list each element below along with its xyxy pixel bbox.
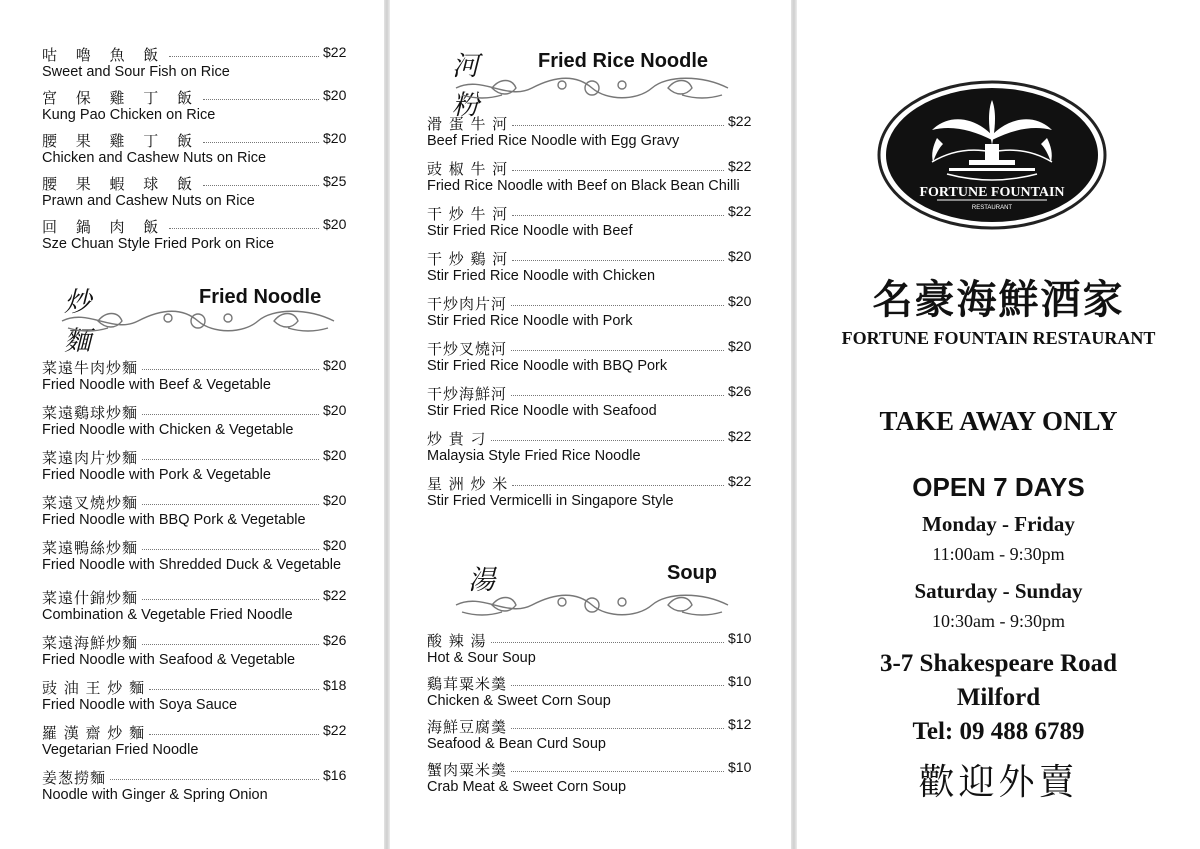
menu-item-header [427,338,760,360]
address-line-1: 3-7 Shakespeare Road [879,650,1118,677]
menu-item-header [427,630,760,652]
menu-item-price: $20 [323,402,347,418]
menu-item-english: Fried Noodle with Pork & Vegetable [42,467,271,483]
section-title-zh: 河粉 [452,51,479,121]
menu-item-chinese: 蟹肉粟米羹 [427,761,508,779]
menu-item-header [42,357,355,379]
restaurant-chinese-name: 名豪海鮮酒家 [872,276,1125,323]
menu-item-price: $25 [323,173,347,189]
menu-item-chinese: 菜遠牛肉炒麵 [42,359,139,377]
menu-item-price: $20 [323,357,347,373]
weekday-label: Monday - Friday [922,512,1075,536]
menu-item-price: $10 [728,759,752,775]
menu-item-chinese: 鷄茸粟米羹 [427,675,508,693]
menu-item-chinese: 姜葱撈麵 [42,769,107,787]
menu-item [42,492,355,528]
menu-item-english: Chicken and Cashew Nuts on Rice [42,150,267,166]
dotted-leader [149,734,319,735]
menu-item-chinese: 菜遠什錦炒麵 [42,589,139,607]
menu-item-chinese: 豉 椒 牛 河 [427,160,509,178]
weekend-label: Saturday - Sunday [914,579,1083,603]
menu-item-english: Sze Chuan Style Fried Pork on Rice [42,236,275,252]
menu-item-header [42,216,355,238]
menu-item-chinese: 炒 貴 刁 [427,430,487,448]
menu-item [427,428,760,464]
restaurant-english-name: FORTUNE FOUNTAIN RESTAURANT [841,328,1156,348]
section-title-en: Soup [667,562,717,584]
dotted-leader [142,599,319,600]
dotted-leader [142,644,319,645]
menu-item [427,338,760,374]
menu-item-english: Stir Fried Rice Noodle with Chicken [427,268,656,284]
menu-item-header [427,759,760,781]
menu-item-english: Stir Fried Rice Noodle with Seafood [427,403,657,419]
menu-item-price: $10 [728,630,752,646]
menu-item [42,537,355,573]
menu-item-price: $20 [728,248,752,264]
menu-item [42,130,355,166]
menu-item-english: Kung Pao Chicken on Rice [42,107,216,123]
phone-number: Tel: 09 488 6789 [912,718,1085,745]
menu-item-price: $10 [728,673,752,689]
menu-item-price: $20 [323,87,347,103]
menu-item-english: Beef Fried Rice Noodle with Egg Gravy [427,133,680,149]
address-line-2: Milford [956,684,1041,711]
menu-item [42,587,355,623]
menu-item [427,158,760,194]
menu-item-price: $20 [323,130,347,146]
menu-item-english: Fried Noodle with Chicken & Vegetable [42,422,294,438]
dotted-leader [512,215,724,216]
open-days: OPEN 7 DAYS [912,472,1085,502]
menu-item-chinese: 菜遠肉片炒麵 [42,449,139,467]
menu-item [42,173,355,209]
menu-item [42,44,355,80]
menu-item-english: Fried Rice Noodle with Beef on Black Bean Chilli [427,178,740,194]
menu-item-price: $22 [323,44,347,60]
dotted-leader [511,350,724,351]
menu-item [42,447,355,483]
ornament-divider-icon [452,73,732,103]
menu-item-chinese: 干炒海鮮河 [427,385,508,403]
menu-item-english: Fried Noodle with Shredded Duck & Vegetable [42,557,342,573]
menu-item-price: $22 [323,722,347,738]
dotted-leader [511,395,724,396]
menu-item-price: $20 [323,492,347,508]
menu-item-english: Seafood & Bean Curd Soup [427,736,606,752]
menu-item-chinese: 干 炒 牛 河 [427,205,509,223]
menu-item-chinese: 干炒叉燒河 [427,340,508,358]
menu-item [42,87,355,123]
dotted-leader [512,260,724,261]
menu-item-chinese: 咕 嚕 魚 飯 [42,46,166,64]
weekday-hours: 11:00am - 9:30pm [932,544,1065,564]
menu-item-english: Combination & Vegetable Fried Noodle [42,607,293,623]
logo-text: FORTUNE FOUNTAIN [919,185,1065,200]
menu-item-header [42,130,355,152]
dotted-leader [142,369,319,370]
menu-item-chinese: 羅 漢 齋 炒 麵 [42,724,146,742]
dotted-leader [203,99,319,100]
ornament-divider-icon [452,590,732,620]
dotted-leader [491,642,724,643]
menu-item-header [42,87,355,109]
dotted-leader [512,170,724,171]
menu-item-chinese: 豉 油 王 炒 麵 [42,679,146,697]
menu-item [427,248,760,284]
menu-item-header [42,722,355,744]
menu-item-chinese: 干炒肉片河 [427,295,508,313]
menu-item [427,293,760,329]
menu-item-chinese: 宮 保 雞 丁 飯 [42,89,200,107]
menu-item-price: $20 [728,293,752,309]
menu-item-english: Crab Meat & Sweet Corn Soup [427,779,627,795]
menu-item-english: Stir Fried Vermicelli in Singapore Style [427,493,674,509]
menu-item [42,632,355,668]
dotted-leader [203,142,319,143]
dotted-leader [491,440,724,441]
menu-item-english: Malaysia Style Fried Rice Noodle [427,448,641,464]
section-title-zh: 炒麵 [64,287,91,357]
menu-item-header [42,677,355,699]
menu-item-header [42,632,355,654]
menu-item-price: $20 [323,216,347,232]
menu-item [42,357,355,393]
dotted-leader [142,459,319,460]
menu-item-price: $26 [323,632,347,648]
menu-item-price: $20 [728,338,752,354]
menu-item-chinese: 干 炒 鷄 河 [427,250,509,268]
ornament-divider-icon [58,306,338,336]
menu-item [427,673,760,709]
menu-item-english: Stir Fried Rice Noodle with Beef [427,223,633,239]
menu-item [42,677,355,713]
menu-item-header [427,293,760,315]
welcome-takeaway-text: 歡迎外賣 [918,762,1079,803]
menu-item-header [427,113,760,135]
menu-item [427,473,760,509]
dotted-leader [110,779,319,780]
dotted-leader [203,185,319,186]
menu-item-price: $22 [728,428,752,444]
menu-item [427,383,760,419]
menu-item-price: $26 [728,383,752,399]
menu-item [42,767,355,803]
menu-item [42,216,355,252]
menu-item-price: $22 [728,113,752,129]
dotted-leader [169,228,319,229]
dotted-leader [169,56,319,57]
menu-item-price: $22 [728,158,752,174]
logo-subtext: RESTAURANT [971,205,1013,211]
menu-item-price: $20 [323,537,347,553]
menu-item-english: Stir Fried Rice Noodle with BBQ Pork [427,358,668,374]
section-title-en: Fried Noodle [199,286,322,308]
menu-item-price: $22 [728,473,752,489]
dotted-leader [142,549,319,550]
dotted-leader [511,685,724,686]
menu-item [427,203,760,239]
restaurant-logo [877,80,1107,230]
dotted-leader [512,485,724,486]
menu-item-price: $12 [728,716,752,732]
menu-item [427,113,760,149]
menu-item-price: $20 [323,447,347,463]
menu-item-chinese: 酸 辣 湯 [427,632,487,650]
menu-item [427,716,760,752]
dotted-leader [511,305,724,306]
menu-item-header [42,537,355,559]
menu-item-header [42,492,355,514]
menu-item-english: Sweet and Sour Fish on Rice [42,64,230,80]
menu-item-header [42,767,355,789]
dotted-leader [149,689,319,690]
menu-item-english: Chicken & Sweet Corn Soup [427,693,611,709]
menu-item-header [427,158,760,180]
menu-item [427,759,760,795]
menu-item-header [42,587,355,609]
menu-item-english: Hot & Sour Soup [427,650,536,666]
menu-item-header [427,716,760,738]
menu-item-chinese: 腰 果 蝦 球 飯 [42,175,200,193]
menu-item-header [427,383,760,405]
menu-item-header [427,428,760,450]
menu-item-english: Vegetarian Fried Noodle [42,742,199,758]
menu-item-chinese: 腰 果 雞 丁 飯 [42,132,200,150]
menu-item-english: Fried Noodle with Seafood & Vegetable [42,652,296,668]
menu-item-header [42,44,355,66]
menu-item-header [427,203,760,225]
menu-item-english: Fried Noodle with Soya Sauce [42,697,238,713]
menu-item-english: Noodle with Ginger & Spring Onion [42,787,268,803]
section-title-zh: 湯 [468,565,495,596]
menu-item-english: Fried Noodle with BBQ Pork & Vegetable [42,512,306,528]
dotted-leader [511,728,724,729]
menu-item-chinese: 菜遠叉燒炒麵 [42,494,139,512]
take-away-notice: TAKE AWAY ONLY [879,406,1118,436]
menu-item [42,722,355,758]
dotted-leader [512,125,724,126]
menu-item-header [427,248,760,270]
menu-item-price: $22 [323,587,347,603]
menu-item-english: Fried Noodle with Beef & Vegetable [42,377,271,393]
menu-item-chinese: 菜遠鷄球炒麵 [42,404,139,422]
dotted-leader [142,414,319,415]
dotted-leader [142,504,319,505]
dotted-leader [511,771,724,772]
menu-item [427,630,760,666]
menu-item-price: $16 [323,767,347,783]
menu-item-english: Stir Fried Rice Noodle with Pork [427,313,633,329]
menu-item-chinese: 滑 蛋 牛 河 [427,115,509,133]
menu-item [42,402,355,438]
section-title-en: Fried Rice Noodle [538,50,709,72]
menu-item-header [42,173,355,195]
menu-item-header [427,673,760,695]
menu-item-chinese: 菜遠海鮮炒麵 [42,634,139,652]
menu-item-chinese: 回 鍋 肉 飯 [42,218,166,236]
menu-item-price: $22 [728,203,752,219]
menu-item-english: Prawn and Cashew Nuts on Rice [42,193,255,209]
menu-item-chinese: 菜遠鴨絲炒麵 [42,539,139,557]
menu-item-header [42,447,355,469]
menu-item-chinese: 海鮮豆腐羹 [427,718,508,736]
menu-item-header [42,402,355,424]
menu-item-chinese: 星 洲 炒 米 [427,475,509,493]
menu-item-price: $18 [323,677,347,693]
menu-item-header [427,473,760,495]
weekend-hours: 10:30am - 9:30pm [932,611,1065,631]
